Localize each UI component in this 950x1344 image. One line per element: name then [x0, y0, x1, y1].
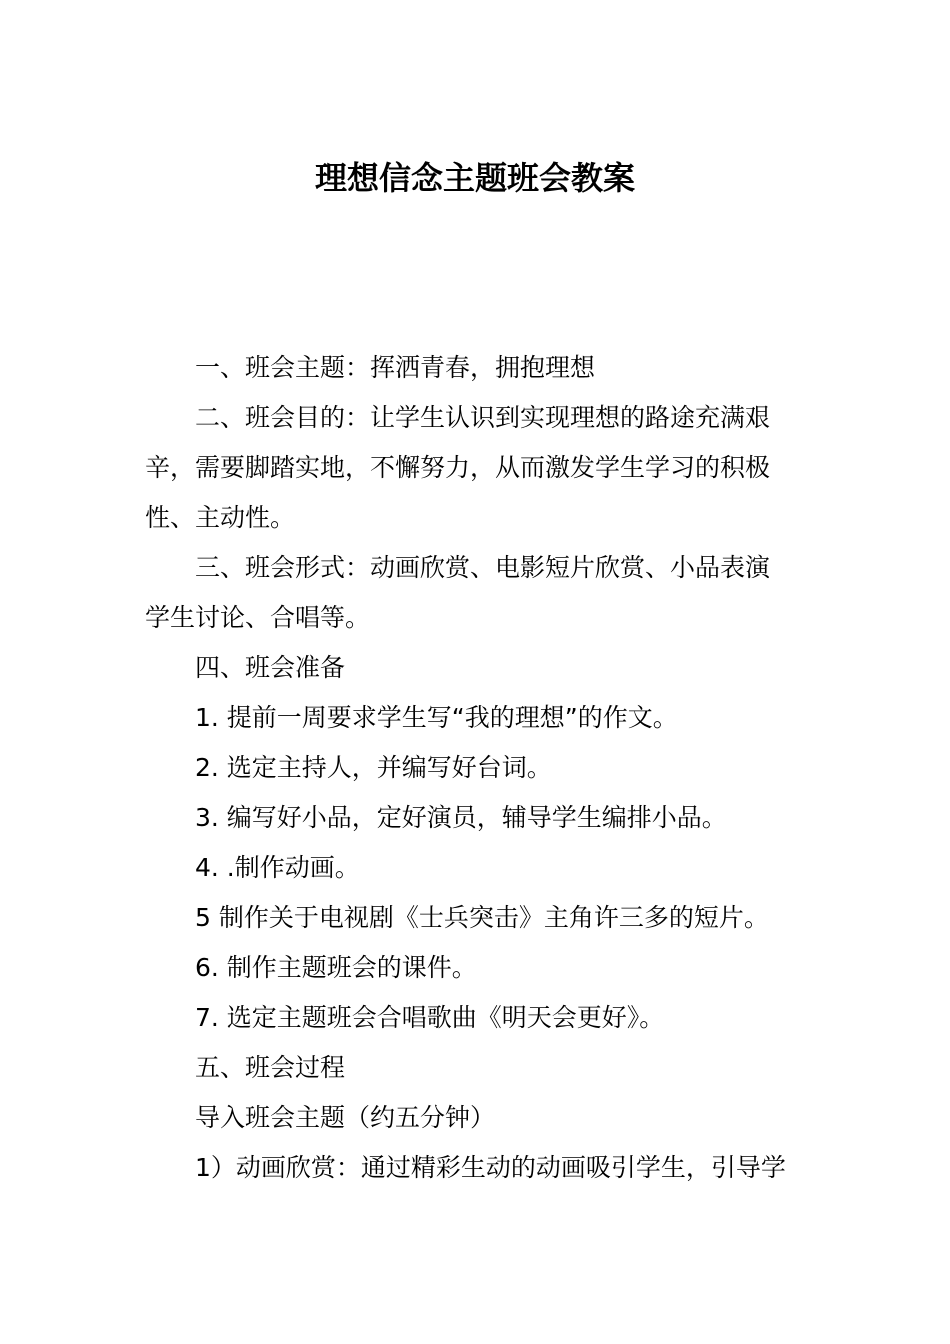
text-line: 1. 提前一周要求学生写“我的理想”的作文。	[195, 703, 678, 732]
text-line: 1）动画欣赏：通过精彩生动的动画吸引学生，引导学	[195, 1153, 786, 1182]
text-line: 五、班会过程	[195, 1053, 346, 1082]
document-title: 理想信念主题班会教案	[314, 159, 635, 197]
text-line: 7. 选定主题班会合唱歌曲《明天会更好》。	[195, 1003, 665, 1032]
text-line: 学生讨论、合唱等。	[145, 603, 371, 632]
text-line: 5 制作关于电视剧《士兵突击》主角许三多的短片。	[195, 903, 769, 932]
text-line: 二、班会目的：让学生认识到实现理想的路途充满艰	[195, 403, 771, 432]
text-line: 性、主动性。	[145, 503, 296, 532]
document-body	[145, 343, 807, 1193]
text-line: 3. 编写好小品，定好演员，辅导学生编排小品。	[195, 803, 727, 832]
text-line: 6. 制作主题班会的课件。	[195, 953, 477, 982]
text-line: 4. .制作动画。	[195, 853, 360, 882]
text-line: 导入班会主题（约五分钟）	[195, 1103, 496, 1132]
text-line: 三、班会形式：动画欣赏、电影短片欣赏、小品表演	[195, 553, 771, 582]
text-line: 辛，需要脚踏实地，不懈努力，从而激发学生学习的积极	[145, 453, 771, 482]
text-line: 一、班会主题：挥洒青春，拥抱理想	[195, 353, 596, 382]
text-line: 2. 选定主持人，并编写好台词。	[195, 753, 552, 782]
text-line: 四、班会准备	[195, 653, 346, 682]
